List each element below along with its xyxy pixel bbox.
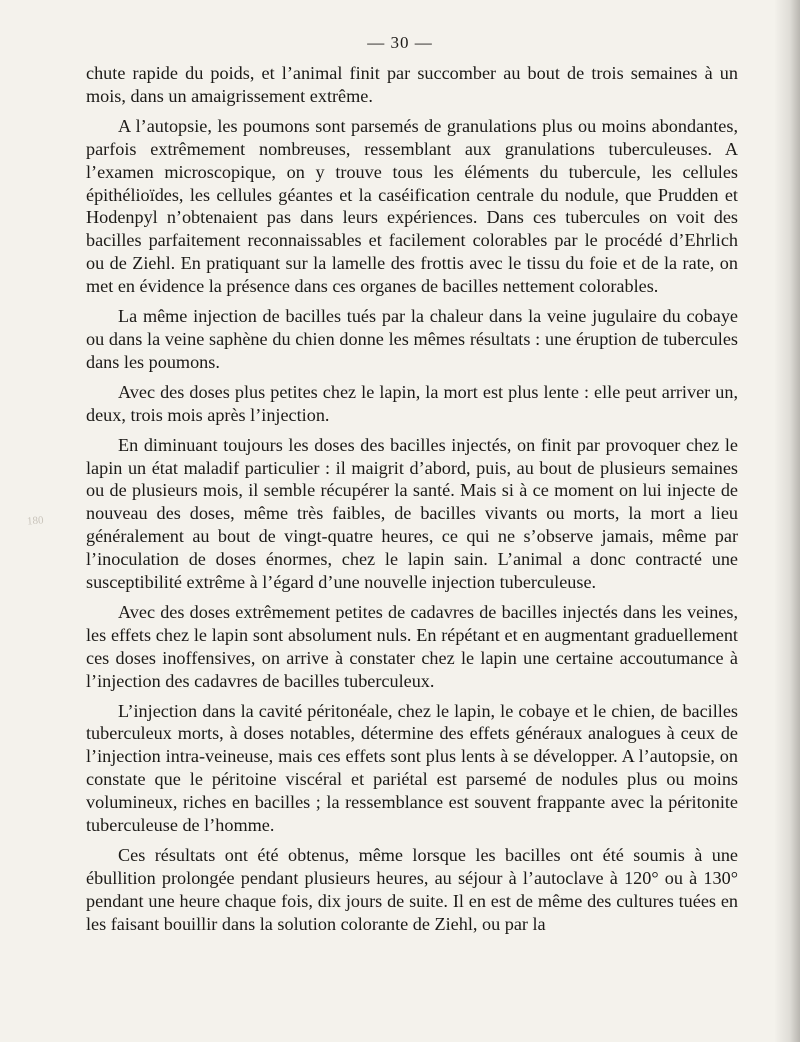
paragraph-continuation: chute rapide du poids, et l’animal finit par succomber au bout de trois semaines à un mois, dans un amaigrissement extrême. <box>86 63 738 106</box>
paragraph-smaller-doses: Avec des doses plus petites chez le lapin, la mort est plus lente : elle peut arriver un, deux, trois mois après l’injection. <box>86 381 738 425</box>
paragraph-tiny-doses: Avec des doses extrêmement petites de cadavres de bacilles injectés dans les veines, les effets chez le lapin sont absolument nuls. En répétant et en augmentant graduellement ces doses inoffensives, on arrive à constater chez le lapin une certaine accoutumance à l’injection des cadavres de bacilles tuberculeux. <box>86 601 738 691</box>
paragraph-peritoneal-injection: L’injection dans la cavité péritonéale, chez le lapin, le cobaye et le chien, de bacilles tuberculeux morts, à doses notables, détermine des effets généraux analogues à ceux de l’injection intra-veineuse, mais ces effets sont plus lents à se développer. A l’autopsie, on constate que le péritoine viscéral et pariétal est parsemé de nodules plus ou moins volumineux, riches en bacilles ; la ressemblance est souvent frappante avec la péritonite tuberculeuse de l’homme. <box>86 700 738 836</box>
paragraph-results: Ces résultats ont été obtenus, même lorsque les bacilles ont été soumis à une ébullition prolongée pendant plusieurs heures, au séjour à l’autoclave à 120° ou à 130° pendant une heure chaque fois, dix jours de suite. Il en est de même des cultures tuées en les faisant bouillir dans la solution colorante de Ziehl, ou par la <box>86 845 738 934</box>
body-text <box>86 62 738 936</box>
page-edge-shadow <box>774 0 800 1042</box>
paragraph-autopsy-lungs: A l’autopsie, les poumons sont parsemés de granulations plus ou moins abondantes, parfois extrêmement nombreuses, ressemblant aux granulations tuberculeuses. A l’examen microscopique, on y trouve tous les éléments du tubercule, les cellules épithélioïdes, les cellules géantes et la caséification centrale du nodule, que Prudden et Hodenpyl n’obtenaient pas dans leurs expériences. Dans ces tubercules on voit des bacilles parfaitement reconnaissables et facilement colorables par le procédé d’Ehrlich ou de Ziehl. En pratiquant sur la lamelle des frottis avec le tissu du foie et de la rate, on met en évidence la présence dans ces organes de bacilles nettement colorables. <box>86 115 738 297</box>
paragraph-diminishing-doses: En diminuant toujours les doses des bacilles injectés, on finit par provoquer chez le lapin un état maladif particulier : il maigrit d’abord, puis, au bout de plusieurs semaines ou de plusieurs mois, il semble récupérer la santé. Mais si à ce moment on lui injecte de nouveau des doses, même très faibles, de bacilles vivants ou morts, la mort a lieu généralement au bout de vingt-quatre heures, ce qui ne s’observe jamais, même par l’inoculation de doses énormes, chez le lapin sain. L’animal a donc contracté une susceptibilité extrême à l’égard d’une nouvelle injection tuberculeuse. <box>86 434 738 593</box>
paragraph-jugular-injection: La même injection de bacilles tués par la chaleur dans la veine jugulaire du cobaye ou dans la veine saphène du chien donne les mêmes résultats : une éruption de tubercules dans les poumons. <box>86 306 738 372</box>
page-number: — 30 — <box>367 33 433 52</box>
margin-note: 180 <box>26 514 44 528</box>
